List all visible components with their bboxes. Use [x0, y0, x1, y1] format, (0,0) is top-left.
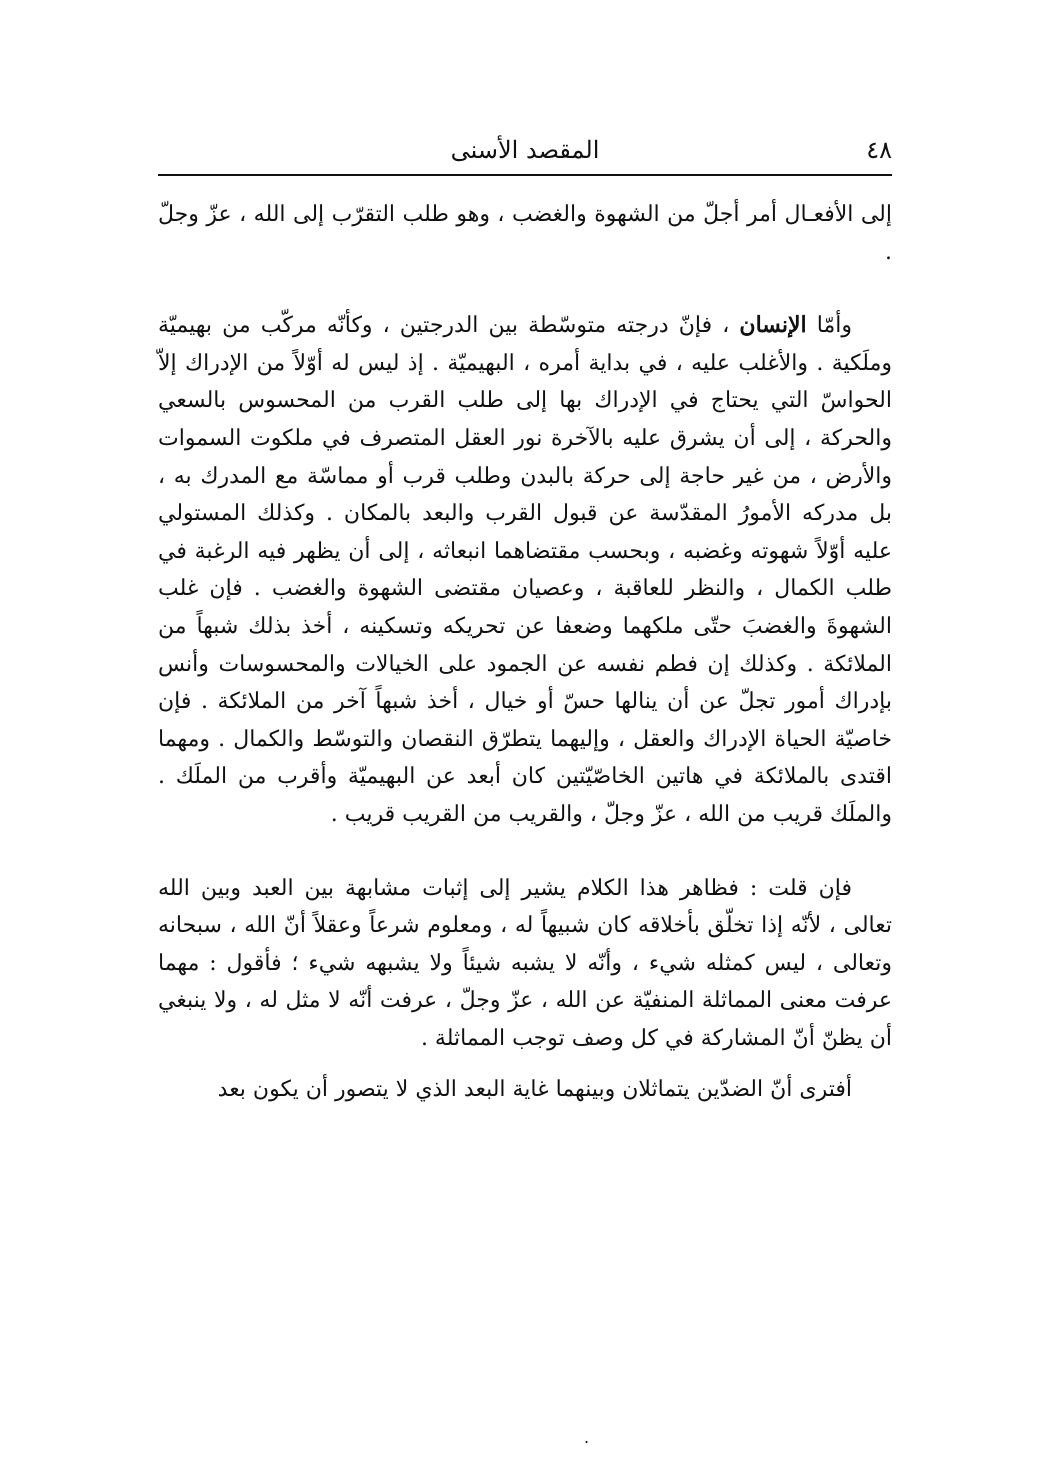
header-rule — [158, 174, 892, 176]
paragraph-4: أفترى أنّ الضدّين يتماثلان وبينهما غاية البعد الذي لا يتصور أن يكون بعد — [217, 1077, 852, 1103]
paragraph-2-lead: وأمّا — [816, 313, 853, 339]
paragraph-2 — [158, 307, 892, 833]
footer-mark: . — [584, 1428, 590, 1447]
page-body — [158, 196, 892, 1109]
paragraph-gap — [158, 834, 892, 870]
paragraph-1: إلى الأفعـال أمر أجلّ من الشهوة والغضب ، وهو طلب التقرّب إلى الله ، عزّ وجلّ . — [158, 202, 892, 265]
bold-term-insan: الإنسان — [739, 312, 807, 339]
paragraph-gap — [158, 1057, 892, 1071]
paragraph-3: فإن قلت : فظاهر هذا الكلام يشير إلى إثبات مشابهة بين العبد وبين الله تعالى ، لأنّه إذا تخلّق بأخلاقه كان شبيهاً له ، ومعلوم شرعاً وعقلاً أنّ الله ، سبحانه وتعالى ، ليس كمثله شيء ، وأنّه لا يشبه شيئاً ولا يشبهه شيء ؛ فأقول : مهما عرفت معنى المماثلة المنفيّة عن الله ، عزّ وجلّ ، عرفت أنّه لا مثل له ، ولا ينبغي أن يظنّ أنّ المشاركة في كل وصف توجب المماثلة . — [158, 875, 892, 1051]
paragraph-2-text: ، فإنّ درجته متوسّطة بين الدرجتين ، وكأنّه مركّب من بهيميّة وملَكية . والأغلب عليه ، في بداية أمره ، البهيميّة . إذ ليس له أوّلاً من الإدراك إلاّ الحواسّ التي يحتاج في الإدراك بها إلى طلب القرب من المحسوس بالسعي والحركة ، إلى أن يشرق عليه بالآخرة نور العقل المتصرف في ملكوت السموات والأرض ، من غير حاجة إلى حركة بالبدن وطلب قرب أو مماسّة مع المدرك به ، بل مدركه الأمورُ المقدّسة عن قبول القرب والبعد بالمكان . وكذلك المستولي عليه أوّلاً شهوته وغضبه ، وبحسب مقتضاهما انبعاثه ، إلى أن يظهر فيه الرغبة في طلب الكمال ، والنظر للعاقبة ، وعصيان مقتضى الشهوة والغضب . فإن غلب الشهوةَ والغضبَ حتّى ملكهما وضعفا عن تحريكه وتسكينه ، أخذ بذلك شبهاً من الملائكة . وكذلك إن فطم نفسه عن الجمود على الخيالات والمحسوسات وأنس بإدراك أمور تجلّ عن أن ينالها حسّ أو خيال ، أخذ شبهاً آخر من الملائكة . فإن خاصيّة الحياة الإدراك والعقل ، وإليهما يتطرّق النقصان والتوسّط والكمال . ومهما اقتدى بالملائكة في هاتين الخاصّيّتين كان أبعد عن البهيميّة وأقرب من الملَك . والملَك قريب من الله ، عزّ وجلّ ، والقريب من القريب قريب . — [158, 313, 892, 827]
page-header — [158, 132, 892, 172]
paragraph-gap — [158, 271, 892, 307]
page-number: ٤٨ — [866, 136, 892, 164]
running-title: المقصد الأسنى — [450, 136, 600, 164]
